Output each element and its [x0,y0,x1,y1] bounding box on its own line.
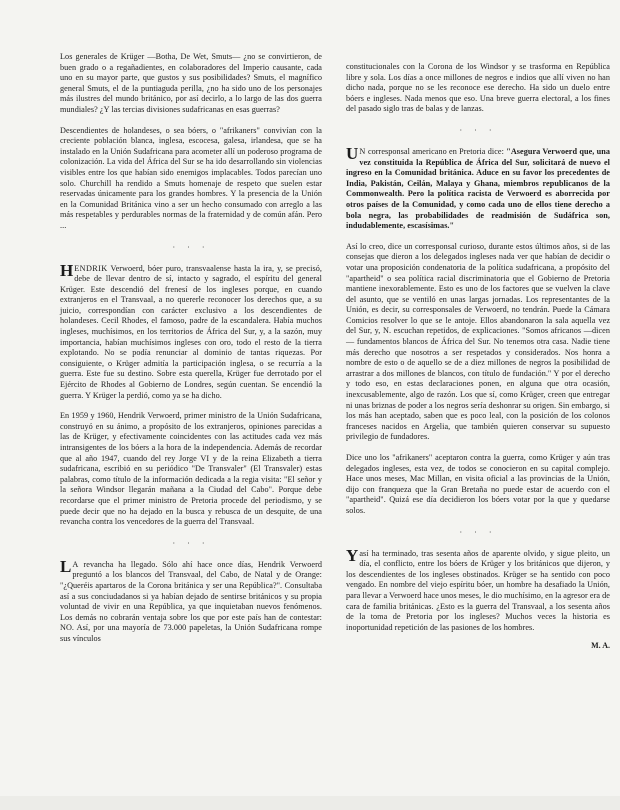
paragraph [346,143,610,232]
lead-word: ENDRIK [74,263,108,273]
lead-word: N [359,146,366,156]
drop-cap: H [60,260,74,280]
paragraph: Así lo creo, dice un corresponsal curioso, durante estos últimos años, si de las consejas que dieron a los delegados ingleses nada ver que habían de decidir o votar una proposición condenatoria de la política sudafricana, a propósito del "apartheid" o sea política racial discriminatoria que el Gobierno de Pretoria mantiene inexorablemente. Esto es uno de los factores que se vuelven la clave del asunto, que se ventiló en unas largas jornadas. Los representantes de la Unión, es decir, su corresponsales de Verwoerd, no tendrán. Puede la Cámara Comicios resolver lo que se le antoje. Ellos abandonaron la sala aquella vez del Sur, y, N. escuchan repetidos, de explicaciones. "Somos africanos —dicen— fundamentos blancos de África del Sur. No tenemos otra casa. Nadie tiene más derecho que nosotros a ser respetados y considerados. Nos honra a nombre de esto o de aquello se de a diez millones de negros la posibilidad de arrastrar a dos millones de blancos, con título de fundación." Y por el derecho y todo eso, en estas declaraciones ponen, en alguna que otra ocasión, inexcusablemente, algo de razón. Los que sí, como Krüger, creen que entregar ni unas briznas de poder a los negros sería deshonrar su origen. Sin embargo, si los más han aceptado, saben que es poco leal, con la posición de los colonos franceses nacidos en Argelia, que también quieren conservar su supuesto privilegio de fundadores. [346,241,610,442]
page-bottom-edge [0,796,620,810]
section-separator: · · · [172,538,210,548]
paragraph-text: revancha ha llegado. Sólo ahí hace once días, Hendrik Verwoerd preguntó a los blancos del Transvaal, del Cabo, de Natal y de Orange: "¿Queréis apartaros de la Corona británica y ser una República?". Consultaba así a sus conciudadanos si ya habían dejado de sentirse británicos y su propia voluntad de vivir en una República, ya que inquietaban nuevos fenómenos. Los demás no cobrarán ventaja sobre los que por este país han de contestar: NO. Así, por una mayoría de 73.000 papeletas, la Unión Sudafricana rompe sus vínculos [60,559,322,643]
paragraph: Dice uno los "afrikaners" aceptaron contra la guerra, como Krüger y aún tras delegados ingleses, esta vez, de todos se conocieron en su capital complejo. Hace unos meses, Mac Millan, en visita oficial a las provincias de la Unión, dijo con franqueza que la Gran Bretaña no puede estar de acuerdo con el "apartheid". Quizá ese día decidieron los bóers votar por la que y quedarse solos. [346,453,610,515]
paragraph: Los generales de Krüger —Botha, De Wet, Smuts— ¿no se convirtieron, de buen grado o a regañadientes, en colaboradores del Imperio causante, cada uno en su mayor parte, que gustos y sus posibilidades? Smuts, el magnífico general Smuts, el de la puntiaguda perilla, ¿no ha sido uno de los personajes más ilustres del mundo británico, por así decirlo, a lo largo de las dos guerra mundiales? ¿Y las tercias divisiones sudafricanas en esas guerras? [60,52,322,114]
paragraph-text: Verwoerd, bóer puro, transvaalense hasta la ira, y, se precisó, debe de llevar dentro de sí, intacto y sagrado, el espíritu del general Krüger. Este descendió del frenesí de los ingleses porque, en cuando extranjeros en el Transvaal, a no quererle reconocer los derechos que, a su juicio, correspondían con carácter exclusivo a los descendientes de holandeses. Cecil Rhodes, el famoso, padre de la escandalera. Había muchos ingleses, muchísimos, en los territorios de África del Sur, y, a la sazón, muy importancia, habían muchísimos ingleses con oro, todo el resto de la tierra explotando. No se podía renunciar al dominio de tantas riquezas. Por consiguiente, o Krüger admitía la participación inglesa, o se recurría a la guerra. Este fue su destino. Sobre esta querella, Krüger fue derrotado por el Ejército de Rhodes al Gobierno de Londres, según cuentan. Se encendió la guerra. Y Krüger la perdió, como ya se ha dicho. [60,263,322,400]
author-signature: M. A. [591,641,610,651]
paragraph: constitucionales con la Corona de los Windsor y se trasforma en República libre y sola. Los días a once millones de negros e indios que allí viven no han dicho nada, porque no se les reconoce ese derecho. Ha sido un duelo entre bóers e ingleses. Nada menos que eso. Una breve guerra electoral, a los fines del pasado siglo tras de balas y de lanzas. [346,62,610,114]
drop-cap: L [60,556,72,576]
paragraph [60,556,322,645]
drop-cap: U [346,143,359,163]
section-separator: · · · [172,242,210,252]
paragraph-text: corresponsal americano en Pretoria dice: [365,146,507,156]
paragraph-text: así ha terminado, tras sesenta años de aparente olvido, y sigue pleito, un día, el conflicto, entre los bóers de Krüger y los británicos que dijeron, y los descendientes de los ingleses obstinados. Krüger se ha sentido con poco vengado. En nombre del viejo espíritu bóer, un hombre ha desafiado la Unión, para llevar a Verwoerd hace unos meses, le dio muchísimo, en la agresor era de cara de familia británicas. ¿Esto es la guerra del Transvaal, a los sesenta años de la toma de Pretoria por los ingleses? Muchos veces la historia es inoportunidad repetición de las pasiones de los hombres. [346,548,610,632]
paragraph [60,260,322,402]
paragraph: En 1959 y 1960, Hendrik Verwoerd, primer ministro de la Unión Sudafricana, construyó en su ánimo, a propósito de los extranjeros, opiniones parecidas a las de Krüger, y efectivamente coincidentes con las actitudes cada vez más intransigentes de los bóers a la hora de la independencia. Además de recordar que al año 1947, cuando del rey Jorge VI y de la reina Elizabeth a tierra sudafricana, escribió en su periódico "De Transvaler" (El Transvaler) estas palabras, como título de la información dedicada a la regia visita: "El señor y la señora Windsor llegarán mañana a la Ciudad del Cabo". Porque debe recordarse que el primer ministro de Pretoria procede del periodismo, y se puede decir que no ha dejado en la busca y rebusca de un desquite, de una revancha contra los vencedores de la guerra del Transvaal. [60,411,322,527]
right-column [346,62,610,650]
paragraph: Descendientes de holandeses, o sea bóers, o "afrikaners" convivían con la creciente población blanca, inglesa, escocesa, galesa, irlandesa, que se ha instalado en la Unión Sudafricana para acometer allí un poderoso programa de colonización. La vida del África del Sur se ha ido desarrollando sin violencias visibles entre los que habían sido enemigos implacables. Todos parecían uno solo. Churchill ha rendido a Smuts homenaje de respeto que suelen estar reservadas únicamente para los grandes hombres. Y la presencia de la Unión en la Comunidad Británica vino a ser un hecho consumado con arreglo a las más respetables y perdurables normas de la fraternidad y de común afán. Pero ... [60,125,322,230]
left-column [60,52,322,645]
paragraph [346,545,610,634]
quoted-bold-text: "Asegura Verwoerd que, una vez constituida la República de África del Sur, solicitará de nuevo el ingreso en la Comunidad británica. Aduce en su favor los precedentes de India, Pakistán, Ceilán, Malaya y Ghana, miembros republicanos de la Commonwealth. Pero la política racista de Verwoerd es aborrecida por otros países de la Comunidad, y como cada uno de ellos tiene derecho a bola negra, las probabilidades de readmisión de Sudáfrica son, indudablemente, escasísimas." [346,146,610,231]
drop-cap: Y [346,545,359,565]
section-separator: · · · [459,527,497,537]
lead-word: A [72,559,79,569]
section-separator: · · · [459,125,497,135]
